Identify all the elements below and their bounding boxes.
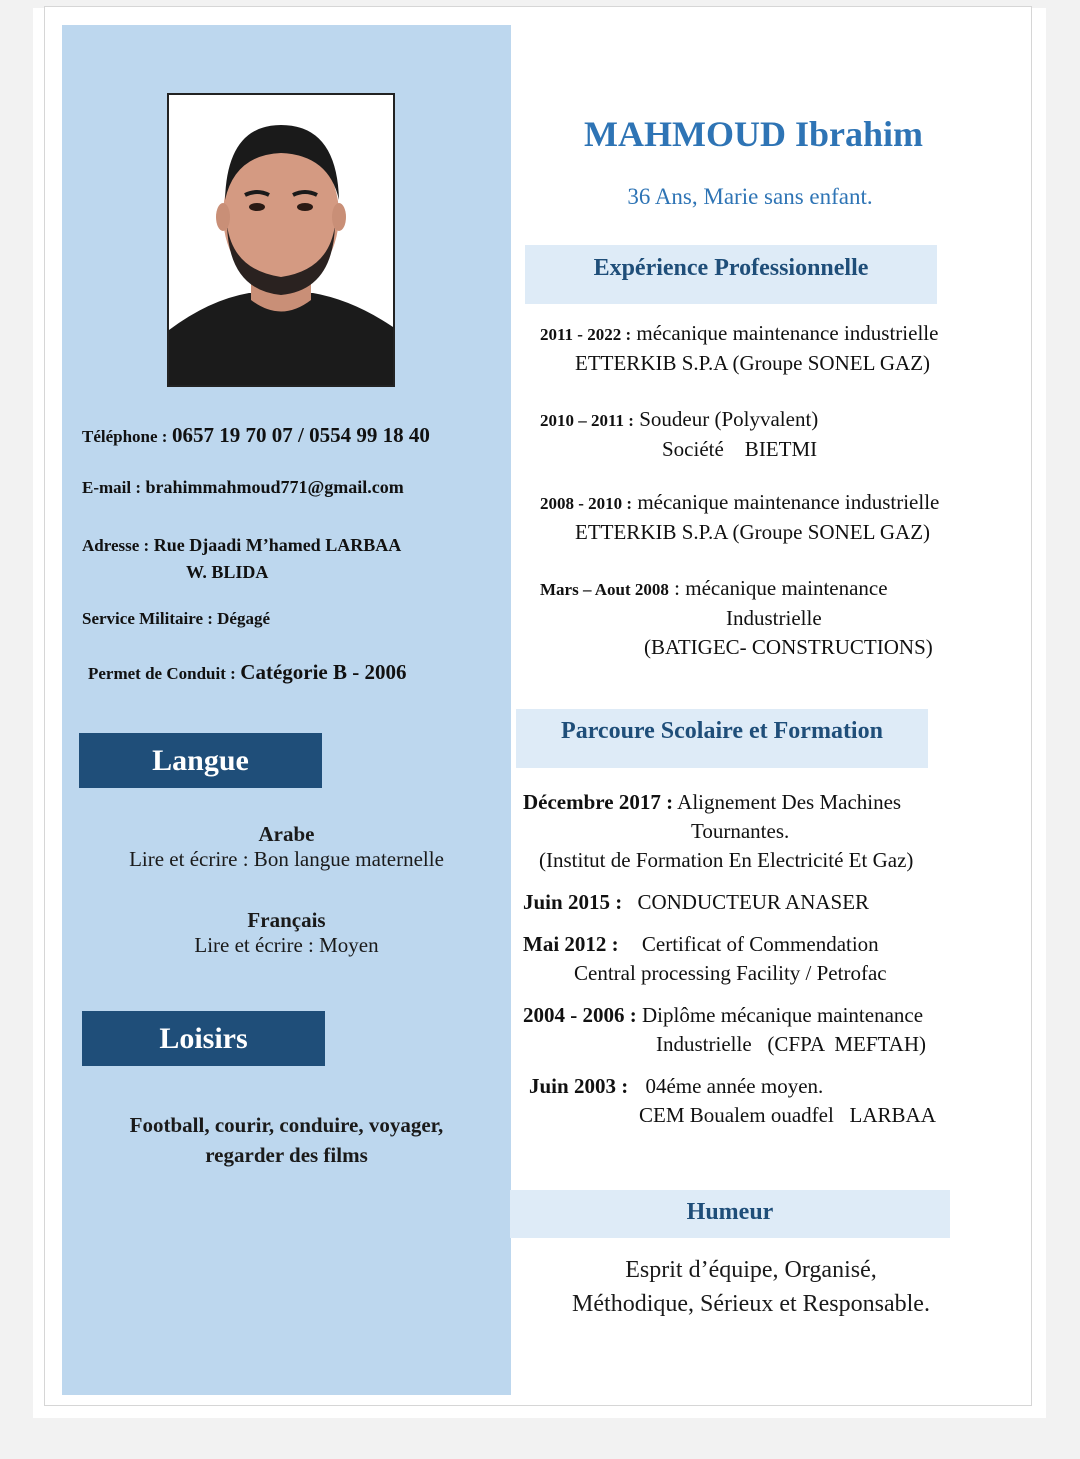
formation-title: Parcoure Scolaire et Formation	[516, 709, 928, 768]
loisirs-title: Loisirs	[82, 1011, 325, 1066]
language-arabe	[62, 822, 511, 872]
phone-value: 0657 19 70 07 / 0554 99 18 40	[171, 423, 430, 447]
formation-line1: Certificat of Commendation	[641, 932, 879, 956]
experience-line1: mécanique maintenance industrielle	[637, 490, 940, 514]
license-value: Catégorie B - 2006	[240, 660, 407, 684]
experience-line2: Société BIETMI	[662, 437, 818, 461]
experience-title: Expérience Professionnelle	[525, 245, 937, 304]
phone-row	[82, 423, 430, 448]
formation-line1: Alignement Des Machines	[677, 790, 902, 814]
experience-date: 2010 – 2011 :	[540, 411, 634, 430]
language-level: Lire et écrire : Moyen	[194, 933, 379, 957]
language-level: Lire et écrire : Bon langue maternelle	[129, 847, 444, 871]
formation-line1: CONDUCTEUR ANASER	[637, 890, 870, 914]
loisirs-line1: Football, courir, conduire, voyager,	[129, 1113, 444, 1137]
license-row	[88, 660, 407, 685]
formation-line2: Tournantes.	[691, 819, 790, 843]
experience-date: 2011 - 2022 :	[540, 325, 632, 344]
experience-line2: Industrielle	[726, 606, 822, 630]
formation-item	[523, 1001, 926, 1059]
loisirs-text	[62, 1110, 511, 1170]
email-value: brahimmahmoud771@gmail.com	[145, 477, 404, 497]
experience-item	[540, 405, 818, 464]
military-label: Service Militaire :	[82, 609, 213, 628]
humeur-line1: Esprit d’équipe, Organisé,	[625, 1257, 877, 1283]
formation-date: Décembre 2017 :	[523, 790, 674, 814]
formation-item	[529, 1072, 936, 1130]
formation-date: Juin 2003 :	[529, 1074, 629, 1098]
experience-line3: (BATIGEC- CONSTRUCTIONS)	[644, 635, 933, 659]
formation-date: Juin 2015 :	[523, 890, 623, 914]
address-line1: Rue Djaadi M’hamed LARBAA	[153, 535, 402, 555]
formation-item	[523, 930, 887, 988]
address-row	[82, 532, 401, 585]
experience-item	[540, 319, 938, 378]
formation-line2: Central processing Facility / Petrofac	[574, 961, 887, 985]
loisirs-line2: regarder des films	[205, 1143, 368, 1167]
formation-line1: 04éme année moyen.	[645, 1074, 824, 1098]
address-label: Adresse :	[82, 536, 150, 555]
humeur-line2: Méthodique, Sérieux et Responsable.	[572, 1291, 930, 1317]
language-francais	[62, 908, 511, 958]
experience-line2: ETTERKIB S.P.A (Groupe SONEL GAZ)	[575, 520, 931, 544]
profile-photo	[167, 93, 395, 387]
formation-item	[523, 788, 913, 875]
formation-line2: CEM Boualem ouadfel LARBAA	[639, 1103, 936, 1127]
experience-line1: mécanique maintenance industrielle	[636, 321, 939, 345]
phone-label: Téléphone :	[82, 427, 168, 446]
experience-line1: : mécanique maintenance	[674, 576, 888, 600]
candidate-subtitle: 36 Ans, Marie sans enfant.	[627, 184, 873, 209]
formation-date: 2004 - 2006 :	[523, 1003, 637, 1027]
experience-line2: ETTERKIB S.P.A (Groupe SONEL GAZ)	[575, 351, 931, 375]
military-row	[82, 609, 270, 629]
language-name: Arabe	[258, 822, 315, 846]
formation-line3: (Institut de Formation En Electricité Et Gaz)	[539, 848, 914, 872]
formation-item	[523, 888, 869, 917]
email-label: E-mail :	[82, 478, 142, 497]
language-name: Français	[247, 908, 326, 932]
humeur-title: Humeur	[510, 1190, 950, 1238]
candidate-name: MAHMOUD Ibrahim	[584, 114, 923, 154]
experience-date: Mars – Aout 2008	[540, 580, 669, 599]
experience-item	[540, 488, 939, 547]
humeur-text	[511, 1253, 991, 1321]
formation-date: Mai 2012 :	[523, 932, 619, 956]
langue-title: Langue	[79, 733, 322, 788]
military-value: Dégagé	[217, 609, 271, 628]
email-row	[82, 477, 404, 498]
experience-line1: Soudeur (Polyvalent)	[639, 407, 819, 431]
address-line2: W. BLIDA	[186, 562, 269, 582]
formation-line2: Industrielle (CFPA MEFTAH)	[656, 1032, 926, 1056]
experience-date: 2008 - 2010 :	[540, 494, 633, 513]
license-label: Permet de Conduit :	[88, 664, 236, 683]
formation-line1: Diplôme mécanique maintenance	[642, 1003, 924, 1027]
experience-item	[540, 574, 933, 662]
